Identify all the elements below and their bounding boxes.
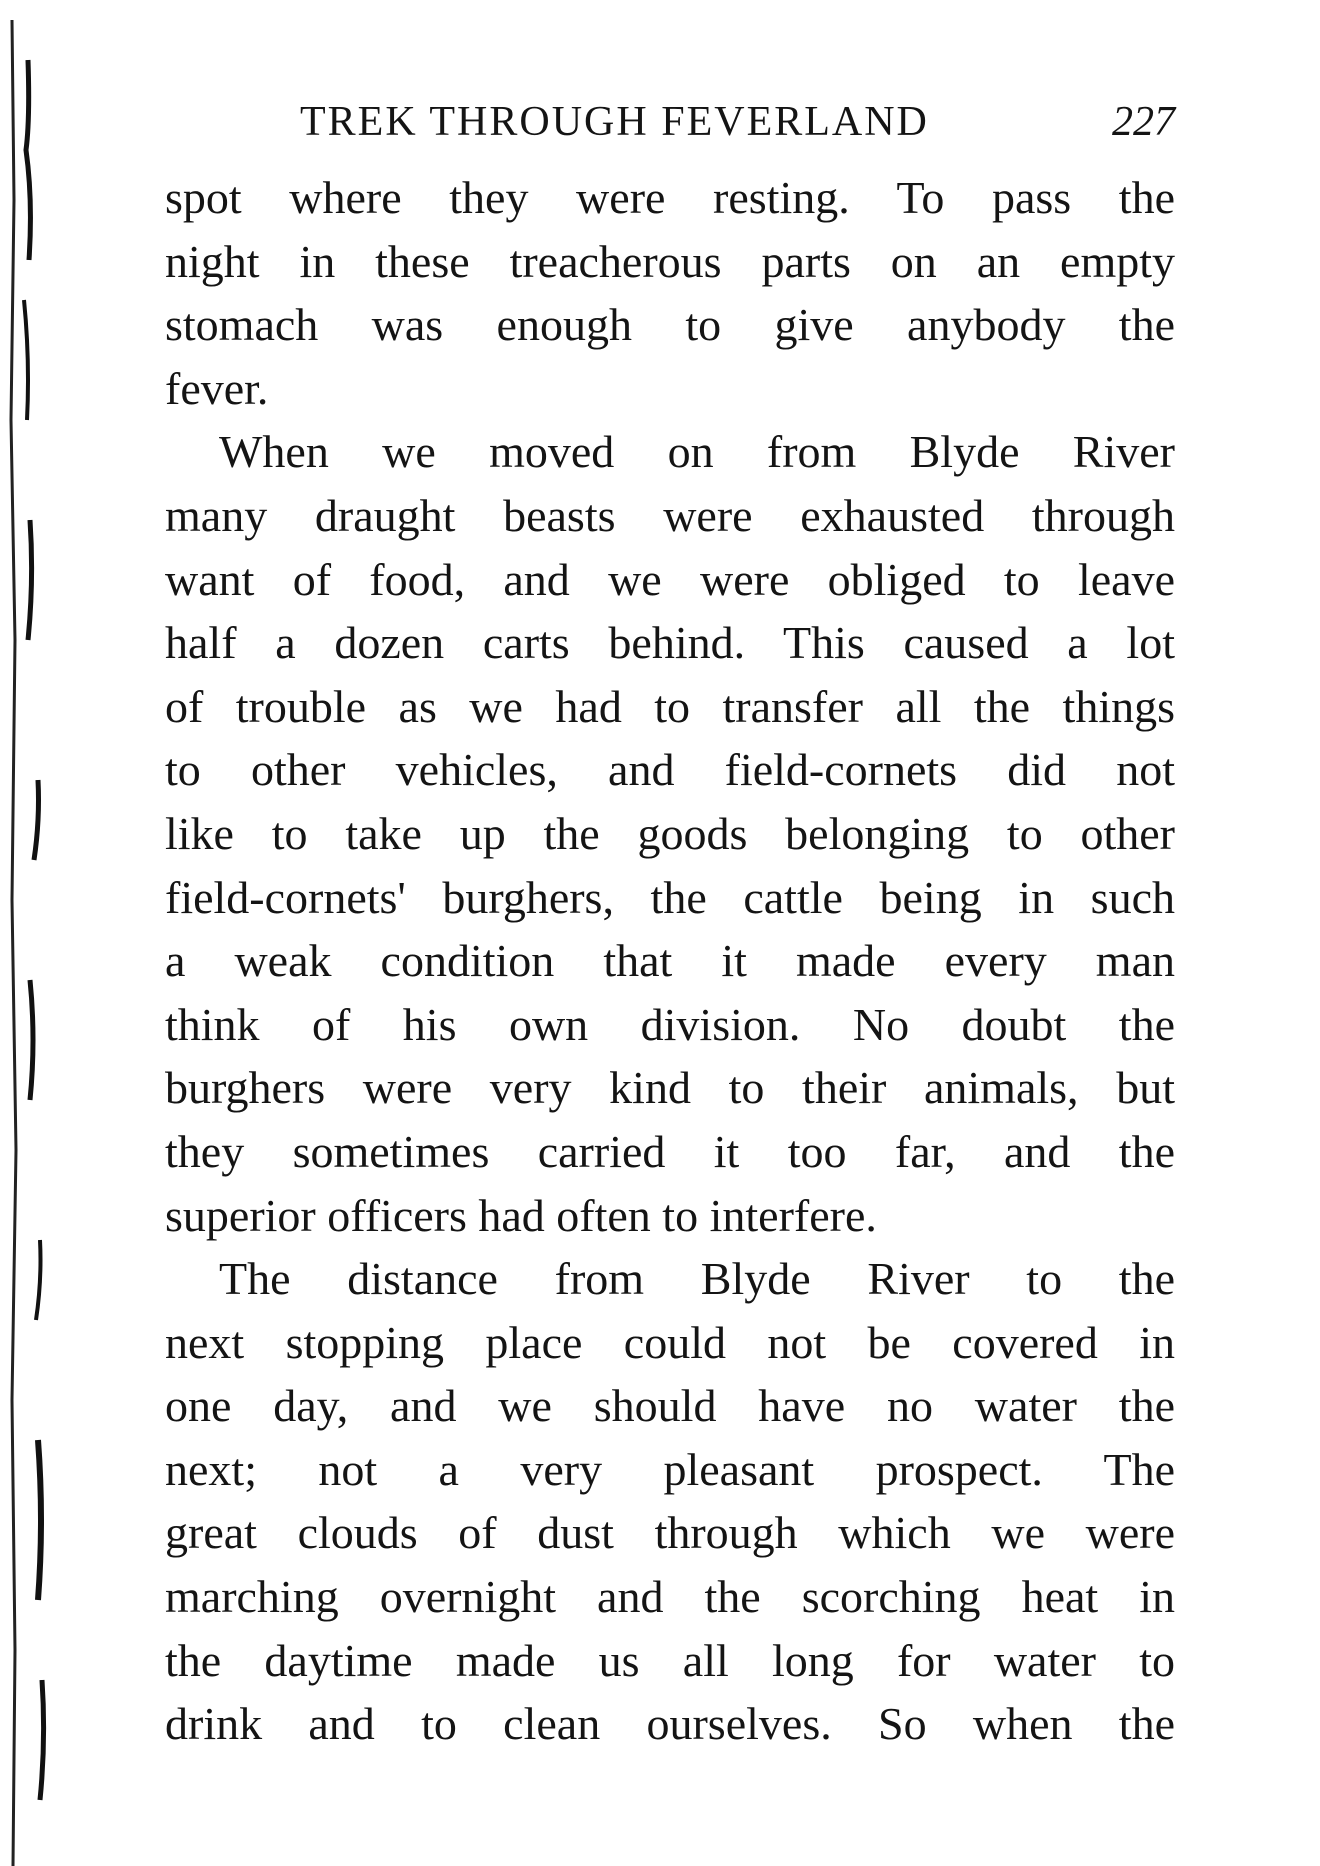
text-line: fever. — [165, 362, 269, 414]
text-line: a weak condition that it made every man — [165, 935, 1175, 987]
text-line: night in these treacherous parts on an empty — [165, 235, 1175, 287]
text-line: great clouds of dust through which we were — [165, 1507, 1175, 1559]
text-line: next; not a very pleasant prospect. The — [165, 1443, 1175, 1495]
text-line: one day, and we should have no water the — [165, 1380, 1175, 1432]
text-line: superior officers had often to interfere. — [165, 1189, 877, 1241]
text-line: half a dozen carts behind. This caused a lot — [165, 617, 1175, 669]
text-line: want of food, and we were obliged to leave — [165, 553, 1175, 605]
text-line: The distance from Blyde River to the — [219, 1253, 1175, 1305]
text-line: of trouble as we had to transfer all the things — [165, 680, 1175, 732]
running-header — [165, 98, 1175, 158]
body-text — [165, 166, 1175, 1756]
text-line: drink and to clean ourselves. So when the — [165, 1698, 1175, 1750]
text-line: marching overnight and the scorching heat in — [165, 1571, 1175, 1623]
text-line: the daytime made us all long for water to — [165, 1634, 1175, 1686]
text-line: many draught beasts were exhausted through — [165, 489, 1175, 541]
text-line: think of his own division. No doubt the — [165, 998, 1175, 1050]
text-line: they sometimes carried it too far, and the — [165, 1125, 1175, 1177]
text-line: next stopping place could not be covered in — [165, 1316, 1175, 1368]
text-line: to other vehicles, and field-cornets did not — [165, 744, 1175, 796]
text-line: spot where they were resting. To pass the — [165, 172, 1175, 223]
text-line: stomach was enough to give anybody the — [165, 299, 1175, 351]
text-line: When we moved on from Blyde River — [219, 426, 1175, 478]
running-title: TREK THROUGH FEVERLAND — [300, 99, 929, 145]
text-line: like to take up the goods belonging to other — [165, 807, 1175, 859]
page-number: 227 — [1112, 99, 1175, 145]
binding-edge-mark — [0, 0, 70, 1866]
text-line: field-cornets' burghers, the cattle being in such — [165, 871, 1175, 923]
text-line: burghers were very kind to their animals, but — [165, 1062, 1175, 1114]
